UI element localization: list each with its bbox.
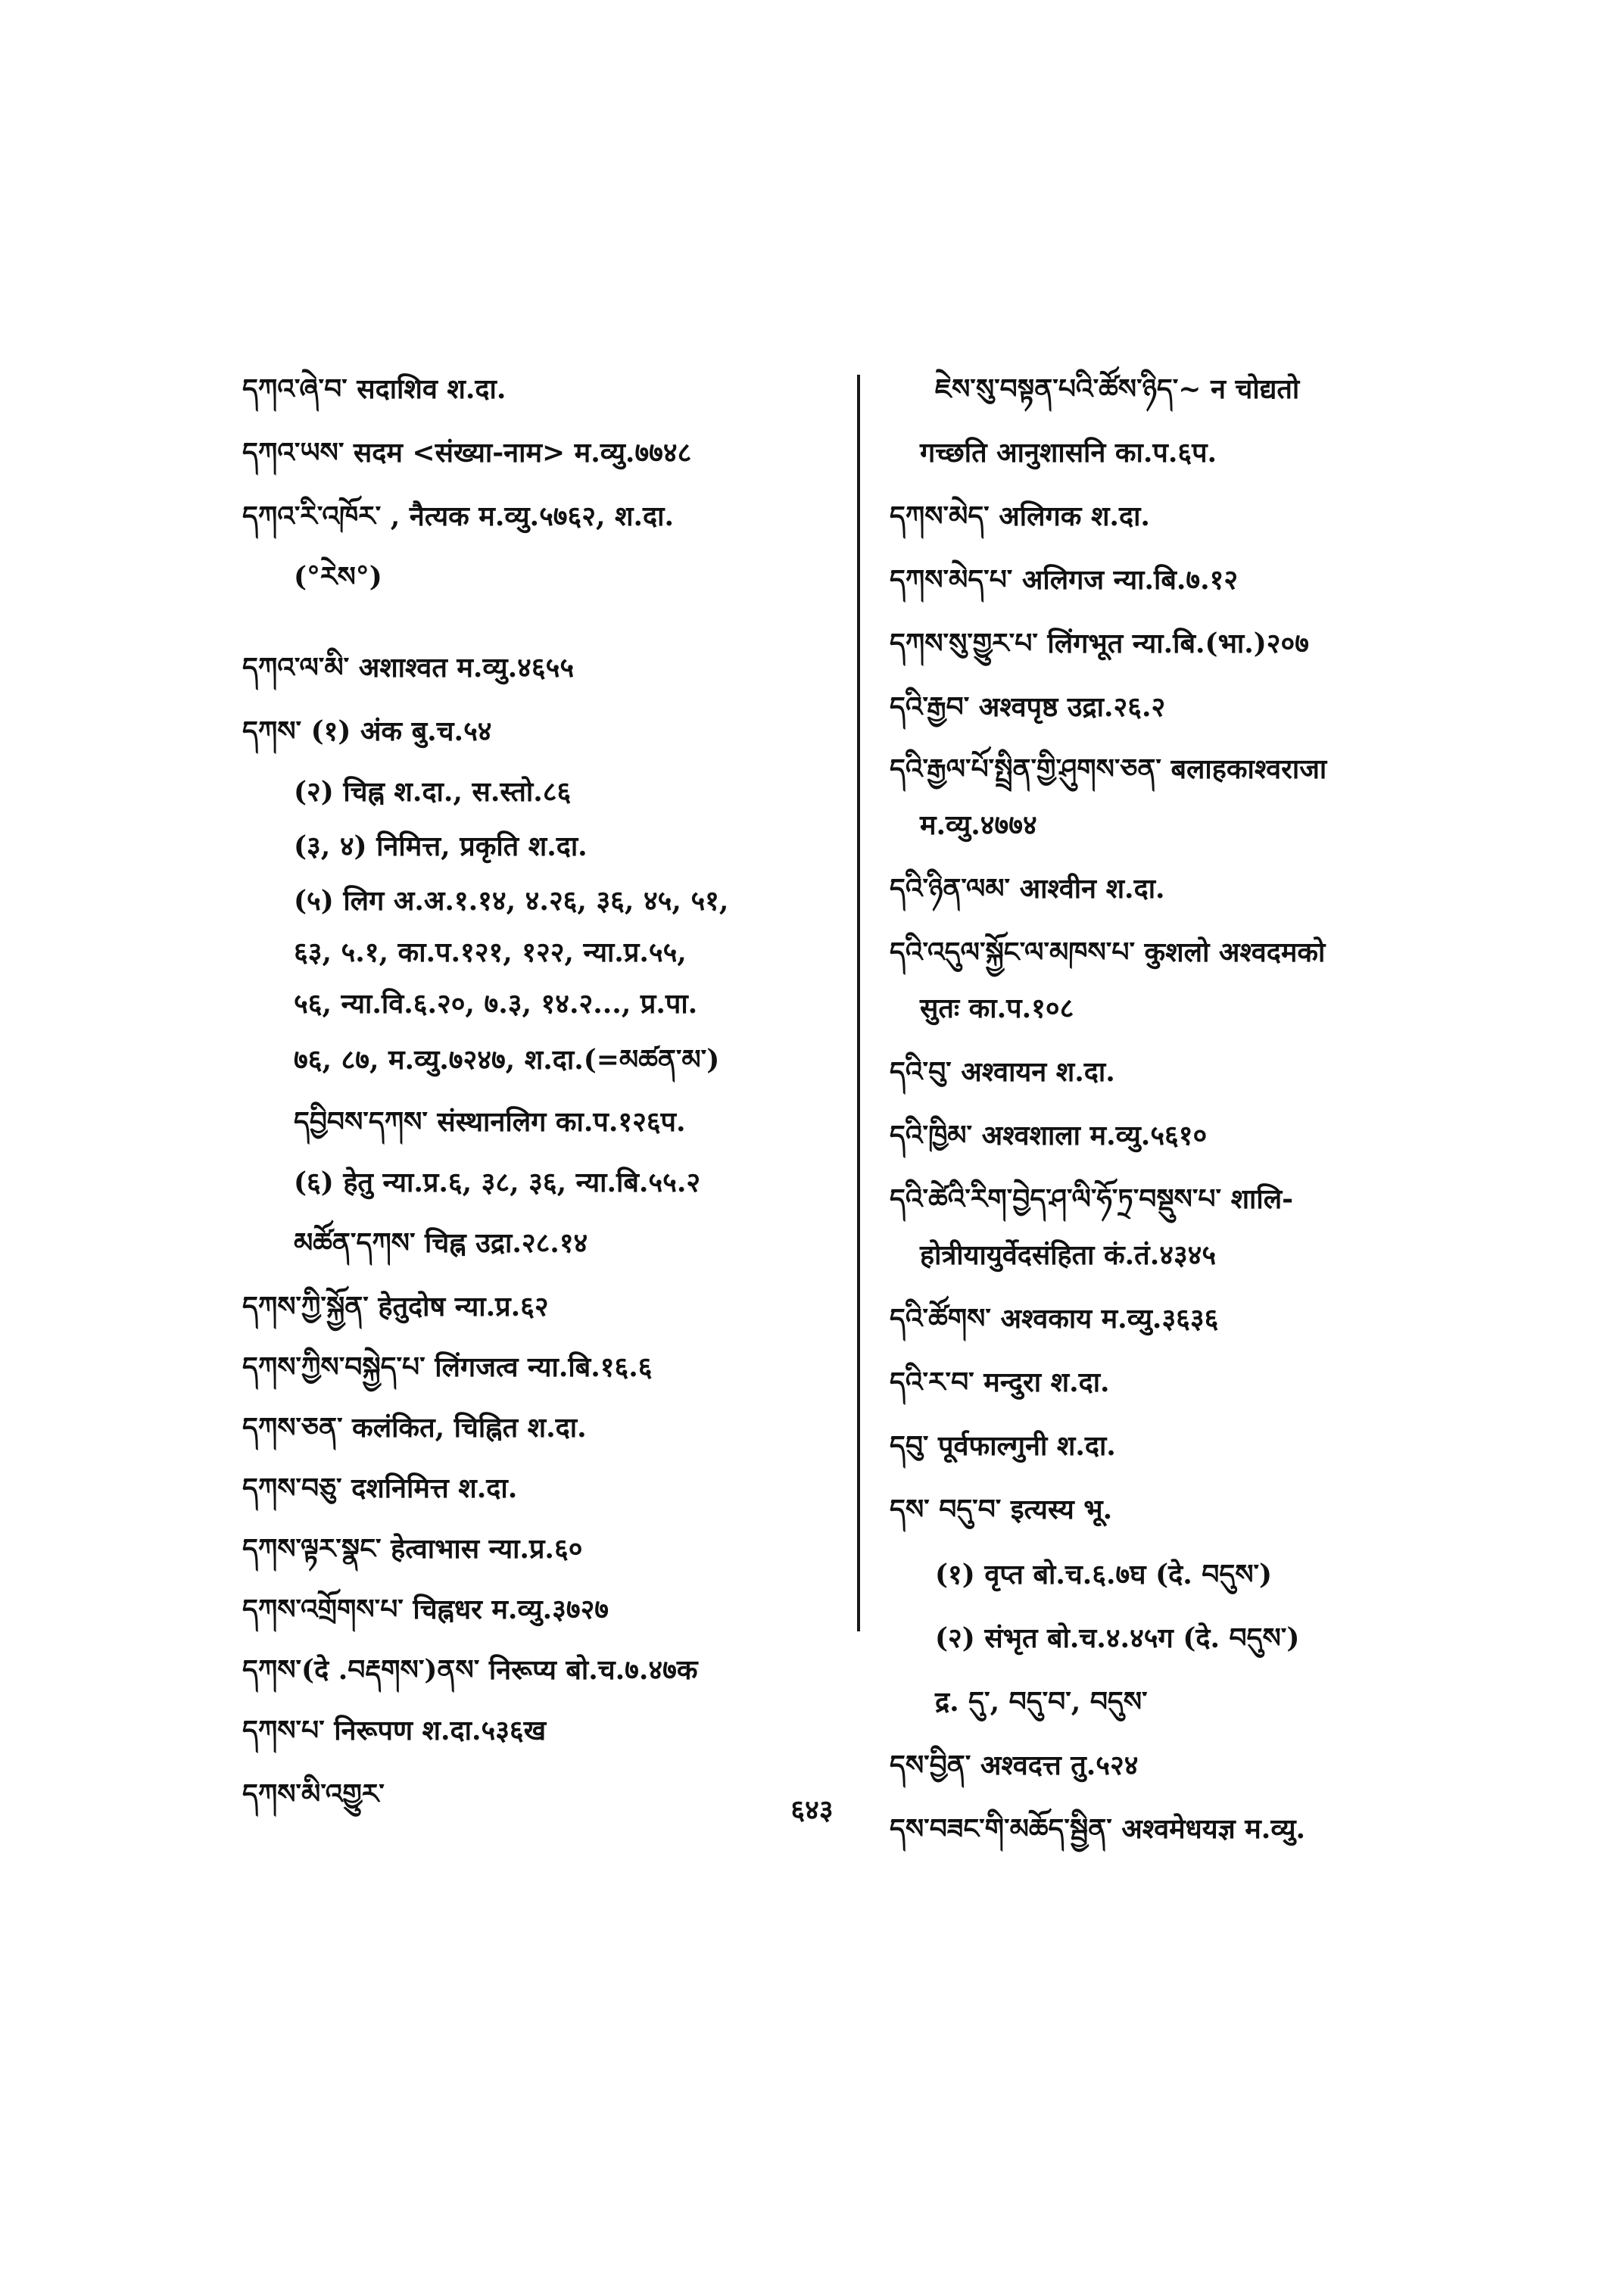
entry-line: དཀས་མི་འགྱུར་ [242, 1778, 385, 1810]
entry-line: དཀའ་ཞེ་བ་ सदाशिव श.दा. [242, 373, 507, 405]
entry-line: དའི་བུ་ अश्वायन श.दा. [890, 1056, 1115, 1088]
entry-line: དས་ བདུ་བ་ इत्यस्य भू. [890, 1494, 1113, 1525]
entry-line: དབྱིབས་དཀས་ संस्थानलिग का.प.१२६प. [294, 1106, 686, 1138]
entry-line: དབུ་ पूर्वफाल्गुनी श.दा. [890, 1430, 1116, 1462]
entry-line: དའི་ཁྱིམ་ अश्वशाला म.व्यु.५६१० [890, 1120, 1208, 1151]
entry-line: (६) हेतु न्या.प्र.६, ३८, ३६, न्या.बि.५५.२ [294, 1167, 701, 1198]
entry-line: ६३, ५.१, का.प.१२१, १२२, न्या.प्र.५५, [294, 936, 687, 968]
entry-line: དཀས་ལྟར་སྣང་ हेत्वाभास न्या.प्र.६० [242, 1533, 583, 1565]
entry-line: (२) चिह्न श.दा., स.स्तो.८६ [294, 776, 572, 808]
entry-line: द्र. དུ་, བདུ་བ་, བདུས་ [935, 1686, 1148, 1718]
entry-line: དའི་རྒྱབ་ अश्वपृष्ठ उद्रा.२६.२ [890, 691, 1166, 723]
entry-line: དཀའ་རི་འཁོར་ , नैत्यक म.व्यु.५७६२, श.दा. [242, 500, 675, 532]
entry-line: དཀས་ (१) अंक बु.च.५४ [242, 715, 492, 747]
entry-line: सुतः का.प.१०८ [920, 992, 1074, 1024]
entry-line: ७६, ८७, म.व्यु.७२४७, श.दा.(=མཚན་མ་) [294, 1044, 720, 1076]
entry-line: गच्छति आनुशासनि का.प.६प. [920, 437, 1217, 469]
entry-line: དས་བྱིན་ अश्वदत्त तु.५२४ [890, 1749, 1139, 1781]
entry-line: དཀས་ཅན་ कलंकित, चिह्नित श.दा. [242, 1412, 587, 1444]
entry-line: (१) वृप्त बो.च.६.७घ (दे. བདུས་) [935, 1559, 1273, 1590]
entry-line: (३, ४) निमित्त, प्रकृति श.दा. [294, 830, 588, 862]
entry-line: དཀས་པ་ निरूपण श.दा.५३६ख [242, 1715, 547, 1746]
entry-line: དཀས་འགྲོགས་པ་ चिह्नधर म.व्यु.३७२७ [242, 1594, 609, 1625]
column-divider [857, 375, 860, 1631]
entry-line: དའི་ར་བ་ मन्दुरा श.दा. [890, 1366, 1110, 1398]
page-number: ६४३ [790, 1794, 834, 1826]
entry-line: དའི་རྒྱལ་པོ་སྤྲིན་གྱི་ཤུགས་ཅན་ बलाहकाश्वराजा [890, 753, 1327, 785]
entry-line: (२) संभृत बो.च.४.४५ग (दे. བདུས་) [935, 1622, 1300, 1654]
entry-line: དཀའ་ཡས་ सदम <संख्या-नाम> म.व्यु.७७४८ [242, 437, 692, 469]
entry-line: མཚོན་དཀས་ चिह्न उद्रा.२८.१४ [294, 1227, 588, 1259]
entry-line: དཀས་སུ་གྱུར་པ་ लिंगभूत न्या.बि.(भा.)२०७ [890, 628, 1309, 659]
entry-line: ५६, न्या.वि.६.२०, ७.३, १४.२..., प्र.पा. [294, 988, 698, 1020]
entry-line: དའི་འདུལ་སྐྱོང་ལ་མཁས་པ་ कुशलो अश्वदमको [890, 936, 1326, 968]
entry-line: དའི་ཚོགས་ अश्वकाय म.व्यु.३६३६ [890, 1303, 1219, 1335]
entry-line: དཀས་ཀྱི་སྐྱོན་ हेतुदोष न्या.प्र.६२ [242, 1291, 549, 1323]
entry-line: དཀས་ཀྱིས་བསྐྱེད་པ་ लिंगजत्व न्या.बि.१६.६ [242, 1351, 653, 1383]
entry-line: དས་བཟང་གི་མཆོད་སྦྱིན་ अश्वमेधयज्ञ म.व्यु. [890, 1813, 1306, 1845]
entry-line: དཀས་(दे .བརྡགས་)ནས་ निरूप्य बो.च.७.४७क [242, 1654, 698, 1686]
entry-line: होत्रीयायुर्वेदसंहिता कं.तं.४३४५ [920, 1239, 1217, 1271]
entry-line: (५) लिग अ.अ.१.१४, ४.२६, ३६, ४५, ५१, [294, 885, 729, 917]
entry-line: དཀས་མེད་པ་ अलिगज न्या.बि.७.१२ [890, 564, 1239, 596]
entry-line: དཀས་མེད་ अलिगक श.दा. [890, 500, 1150, 532]
entry-line: དཀའ་ལ་མི་ अशाश्वत म.व्यु.४६५५ [242, 652, 575, 684]
entry-line: དའི་ཉིན་ལམ་ आश्वीन श.दा. [890, 873, 1165, 905]
entry-line: དའི་ཚེའི་རིག་བྱེད་ཤ་ལི་ཧོ་ཏྲ་བསྡུས་པ་ शालि- [890, 1183, 1294, 1215]
entry-line: དཀས་བཅུ་ दशनिमित्त श.दा. [242, 1472, 518, 1504]
entry-line: म.व्यु.४७७४ [920, 809, 1037, 841]
entry-line: (°རེས°) [294, 561, 382, 593]
entry-line: ཇེས་སུ་བསྟན་པའི་ཚོས་ཉིད་~ न चोद्यतो [935, 373, 1300, 405]
